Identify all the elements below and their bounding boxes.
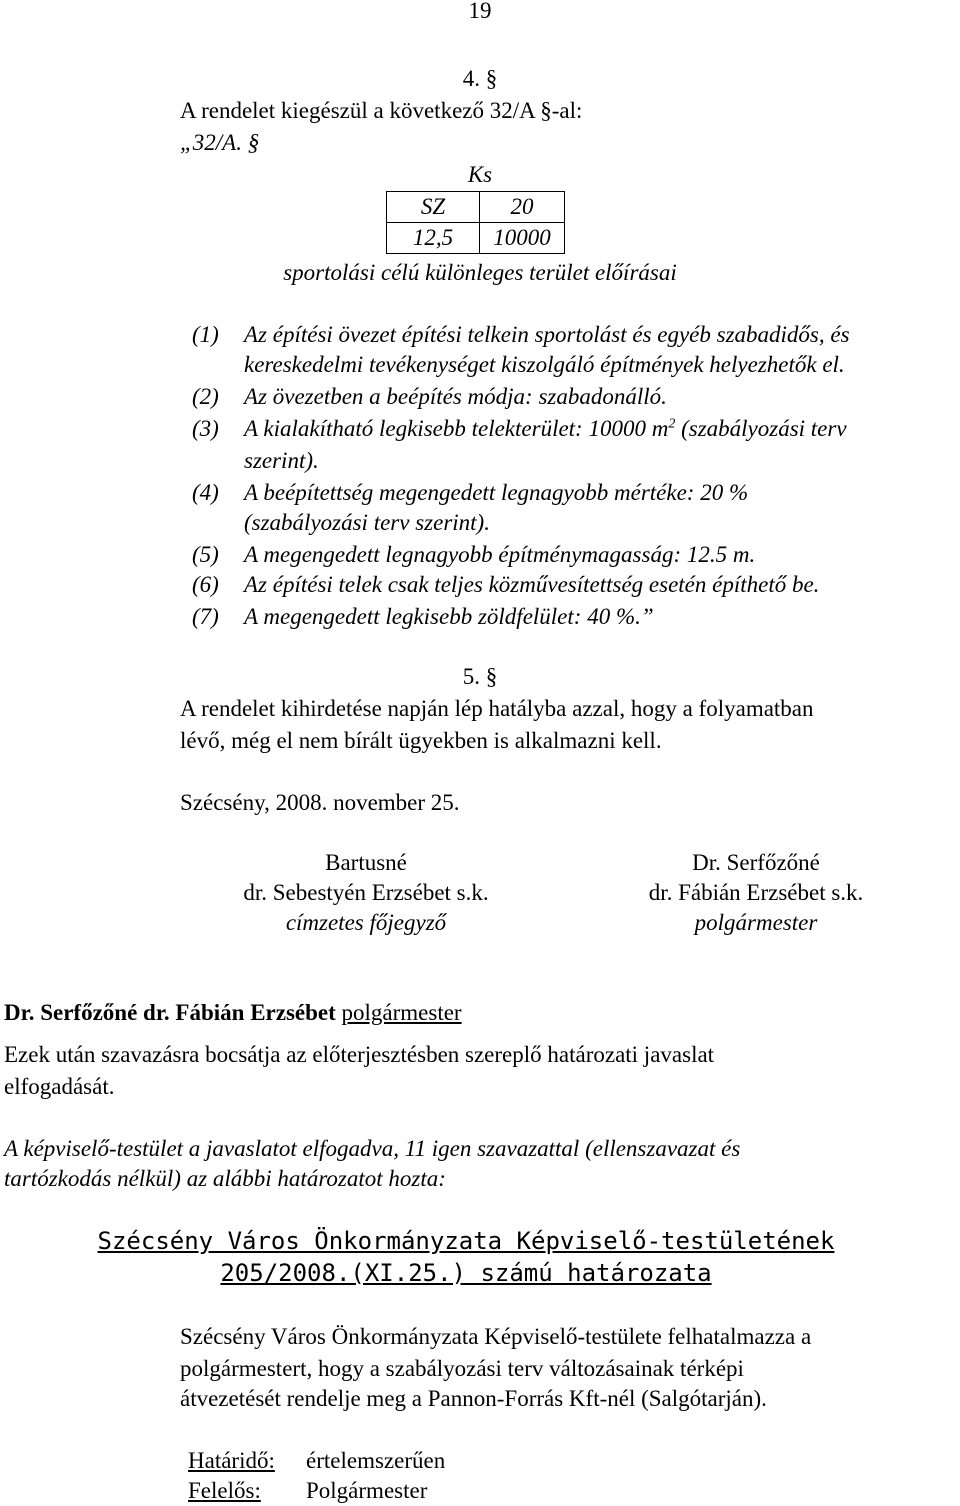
section-5-heading: 5. § [462, 664, 498, 689]
responsible-value: Polgármester [306, 1478, 428, 1503]
table-cell: SZ [387, 192, 480, 223]
superscript: 2 [668, 416, 676, 432]
rule-number: (2) [192, 384, 219, 409]
table-row [387, 192, 565, 223]
section-4-heading: 4. § [462, 66, 498, 91]
resolution-body: Szécsény Város Önkormányzata Képviselő-testülete felhatalmazza a [180, 1324, 812, 1349]
vote-result: A képviselő-testület a javaslatot elfogadva, 11 igen szavazattal (ellenszavazat és [4, 1136, 741, 1161]
quote-start: „32/A. § [180, 130, 260, 155]
zone-parameter-table [386, 191, 565, 254]
vote-result: tartózkodás nélkül) az alábbi határozatot hozta: [4, 1166, 446, 1191]
rule-number: (6) [192, 572, 219, 597]
zone-title: sportolási célú különleges terület előírásai [283, 260, 677, 285]
table-cell: 12,5 [387, 223, 480, 254]
rule-text: A megengedett legkisebb zöldfelület: 40 %.” [244, 604, 654, 629]
deadline-label: Határidő: [188, 1448, 275, 1473]
rule-text-part: A kialakítható legkisebb telekterület: 10000 m [244, 416, 669, 441]
place-date: Szécsény, 2008. november 25. [180, 790, 460, 815]
rule-text: kereskedelmi tevékenységet kiszolgáló építmények helyezhetők el. [244, 352, 845, 377]
rule-text: (szabályozási terv szerint). [244, 510, 490, 535]
section-5-text: A rendelet kihirdetése napján lép hatályba azzal, hogy a folyamatban [180, 696, 814, 721]
signer-name: dr. Fábián Erzsébet s.k. [648, 880, 864, 905]
section-4-intro: A rendelet kiegészül a következő 32/A §-al: [180, 98, 583, 123]
speaker-name: Dr. Serfőzőné dr. Fábián Erzsébet [4, 1000, 336, 1025]
resolution-body: polgármestert, hogy a szabályozási terv változásainak térképi [180, 1356, 744, 1381]
section-5-text: lévő, még el nem bírált ügyekben is alkalmazni kell. [180, 728, 662, 753]
signer-title: polgármester [694, 910, 818, 935]
deadline-value: értelemszerűen [306, 1448, 446, 1473]
signer-name: dr. Sebestyén Erzsébet s.k. [243, 880, 489, 905]
speaker-role: polgármester [341, 1000, 462, 1025]
signer-name: Bartusné [325, 850, 407, 875]
table-cell: 10000 [480, 223, 565, 254]
resolution-number: 205/2008.(XI.25.) számú határozata [220, 1259, 712, 1287]
signer-name: Dr. Serfőzőné [692, 850, 820, 875]
rule-text [244, 414, 956, 444]
rule-number: (3) [192, 416, 219, 441]
rule-text: Az építési telek csak teljes közművesítettség esetén építhető be. [244, 572, 820, 597]
rule-text: szerint). [244, 448, 319, 473]
rule-text: Az övezetben a beépítés módja: szabadonálló. [244, 384, 667, 409]
signature-right [606, 848, 906, 938]
rule-number: (5) [192, 542, 219, 567]
responsible-label: Felelős: [188, 1478, 261, 1503]
rule-text: Az építési övezet építési telkein sportolást és egyéb szabadidős, és [244, 322, 850, 347]
vote-call: Ezek után szavazásra bocsátja az előterjesztésben szereplő határozati javaslat [4, 1042, 715, 1067]
rule-text: A megengedett legnagyobb építménymagasság: 12.5 m. [244, 542, 756, 567]
signer-title: címzetes főjegyző [285, 910, 447, 935]
table-cell: 20 [480, 192, 565, 223]
table-row [387, 223, 565, 254]
page-number: 19 [468, 0, 492, 23]
rule-number: (4) [192, 480, 219, 505]
resolution-body: átvezetését rendelje meg a Pannon-Forrás Kft-nél (Salgótarján). [180, 1386, 767, 1411]
resolution-title: Szécsény Város Önkormányzata Képviselő-testületének [97, 1227, 835, 1255]
speaker-line [4, 998, 462, 1028]
rule-text-part: (szabályozási terv [675, 416, 847, 441]
rule-number: (7) [192, 604, 219, 629]
rule-number: (1) [192, 322, 219, 347]
signature-left [216, 848, 516, 938]
rule-text: A beépítettség megengedett legnagyobb mértéke: 20 % [244, 480, 749, 505]
zone-code: Ks [467, 162, 493, 187]
vote-call: elfogadását. [4, 1074, 115, 1099]
